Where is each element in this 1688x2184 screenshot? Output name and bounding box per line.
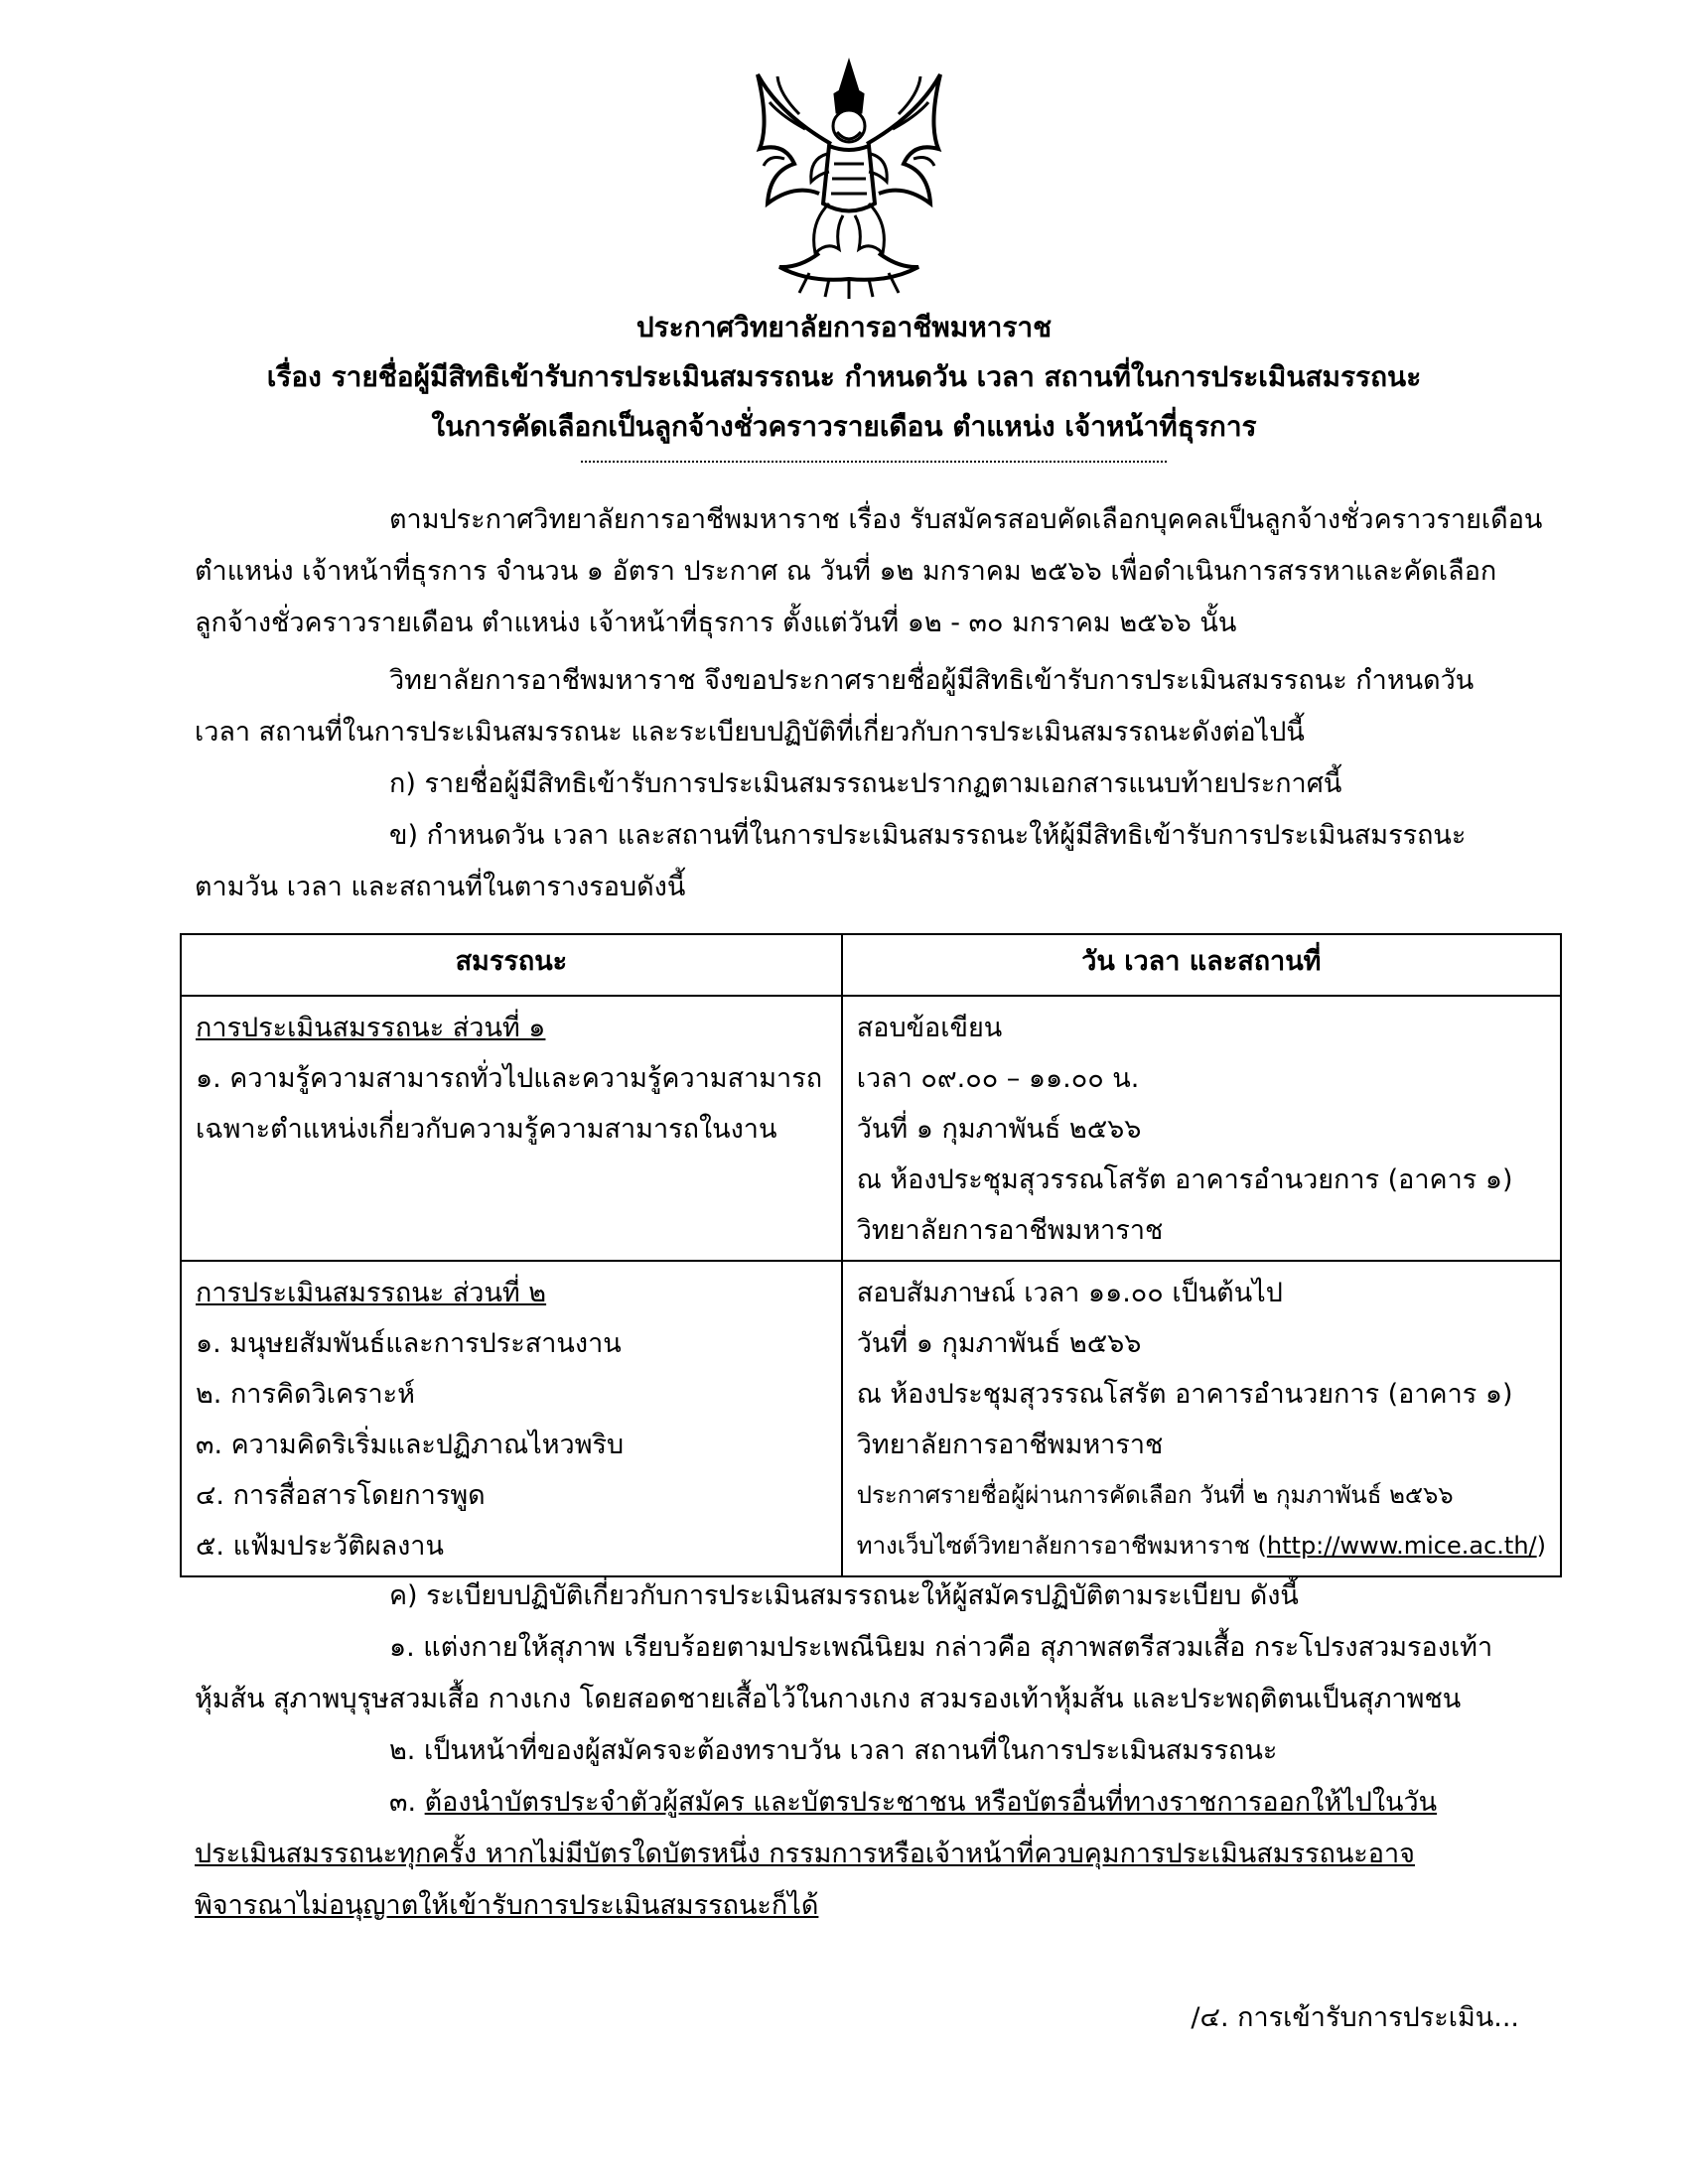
- part1-item: ๑. ความรู้ความสามารถทั่วไปและความรู้ความสามารถ: [196, 1063, 823, 1094]
- website-line: [857, 1521, 1546, 1571]
- continuation-note: /๔. การเข้ารับการประเมิน...: [1191, 2002, 1519, 2033]
- rule-1-cont: หุ้มส้น สุภาพบุรุษสวมเสื้อ กางเกง โดยสอดชายเสื้อไว้ในกางเกง สวมรองเท้าหุ้มส้น และประพฤติตนเป็นสุภาพชน: [195, 1684, 1462, 1714]
- schedule-line: ประกาศรายชื่อผู้ผ่านการคัดเลือก วันที่ ๒ กุมภาพันธ์ ๒๕๖๖: [856, 1481, 1454, 1509]
- website-link[interactable]: http://www.mice.ac.th/: [1266, 1532, 1537, 1560]
- part2-item: ๒. การคิดวิเคราะห์: [196, 1379, 415, 1410]
- garuda-emblem: [740, 55, 958, 303]
- schedule-line: วันที่ ๑ กุมภาพันธ์ ๒๕๖๖: [856, 1328, 1142, 1359]
- schedule-part1: [842, 996, 1561, 1261]
- item-kho: ข) กำหนดวัน เวลา และสถานที่ในการประเมินสมรรถนะให้ผู้มีสิทธิเข้ารับการประเมินสมรรถนะ: [389, 820, 1467, 851]
- col-header-schedule: วัน เวลา และสถานที่: [842, 934, 1561, 996]
- schedule-table: [180, 933, 1562, 1577]
- part1-item-cont: เฉพาะตำแหน่งเกี่ยวกับความรู้ความสามารถในงาน: [196, 1114, 777, 1145]
- rules-section: [195, 1570, 1525, 1932]
- part1-title: การประเมินสมรรถนะ ส่วนที่ ๑: [196, 1013, 546, 1043]
- schedule-line: ณ ห้องประชุมสุวรรณโสรัต อาคารอำนวยการ (อาคาร ๑): [856, 1379, 1513, 1410]
- schedule-line: ณ ห้องประชุมสุวรรณโสรัต อาคารอำนวยการ (อาคาร ๑): [856, 1164, 1513, 1195]
- competency-part1: [181, 996, 842, 1261]
- intro-line: ตำแหน่ง เจ้าหน้าที่ธุรการ จำนวน ๑ อัตรา ประกาศ ณ วันที่ ๑๒ มกราคม ๒๕๖๖ เพื่อดำเนินการสรรหาและคัดเลือก: [195, 556, 1497, 587]
- intro-line: ลูกจ้างชั่วคราวรายเดือน ตำแหน่ง เจ้าหน้าที่ธุรการ ตั้งแต่วันที่ ๑๒ - ๓๐ มกราคม ๒๕๖๖ นั้น: [195, 608, 1237, 638]
- schedule-line: สอบข้อเขียน: [856, 1013, 1003, 1043]
- rule-1: ๑. แต่งกายให้สุภาพ เรียบร้อยตามประเพณีนิยม กล่าวคือ สุภาพสตรีสวมเสื้อ กระโปรงสวมรองเท้า: [389, 1632, 1493, 1663]
- rule-3-number: ๓.: [389, 1787, 417, 1818]
- table-row: [181, 996, 1561, 1261]
- website-prefix: ทางเว็บไซต์วิทยาลัยการอาชีพมหาราช (: [856, 1532, 1267, 1560]
- dotted-separator: [581, 461, 1167, 463]
- website-suffix: ): [1536, 1532, 1546, 1560]
- schedule-line: วิทยาลัยการอาชีพมหาราช: [856, 1215, 1164, 1246]
- schedule-line: วันที่ ๑ กุมภาพันธ์ ๒๕๖๖: [856, 1114, 1142, 1145]
- announcement-title: ประกาศวิทยาลัยการอาชีพมหาราช: [635, 311, 1053, 343]
- intro-line: ตามประกาศวิทยาลัยการอาชีพมหาราช เรื่อง รับสมัครสอบคัดเลือกบุคคลเป็นลูกจ้างชั่วคราวรายเดือน: [389, 504, 1543, 535]
- item-kho-cont: ตามวัน เวลา และสถานที่ในตารางรอบดังนี้: [195, 872, 686, 902]
- part2-title: การประเมินสมรรถนะ ส่วนที่ ๒: [196, 1278, 547, 1308]
- schedule-line: สอบสัมภาษณ์ เวลา ๑๑.๐๐ เป็นต้นไป: [856, 1278, 1283, 1308]
- rule-3: ต้องนำบัตรประจำตัวผู้สมัคร และบัตรประชาชน หรือบัตรอื่นที่ทางราชการออกให้ไปในวัน: [424, 1787, 1438, 1818]
- schedule-line: เวลา ๐๙.๐๐ – ๑๑.๐๐ น.: [856, 1063, 1140, 1094]
- table-row: [181, 1261, 1561, 1576]
- intro-paragraph: [195, 494, 1543, 649]
- announcement-subject: เรื่อง รายชื่อผู้มีสิทธิเข้ารับการประเมินสมรรถนะ กำหนดวัน เวลา สถานที่ในการประเมินสมรรถนะ: [266, 360, 1422, 393]
- rule-3-cont: ประเมินสมรรถนะทุกครั้ง หากไม่มีบัตรใดบัตรหนึ่ง กรรมการหรือเจ้าหน้าที่ควบคุมการประเมินสมรรถนะอาจ: [195, 1839, 1416, 1869]
- rule-2: ๒. เป็นหน้าที่ของผู้สมัครจะต้องทราบวัน เวลา สถานที่ในการประเมินสมรรถนะ: [389, 1735, 1278, 1766]
- item-kho-khwai: ค) ระเบียบปฏิบัติเกี่ยวกับการประเมินสมรรถนะให้ผู้สมัครปฏิบัติตามระเบียบ ดังนี้: [389, 1580, 1299, 1611]
- announce-line: วิทยาลัยการอาชีพมหาราช จึงขอประกาศรายชื่อผู้มีสิทธิเข้ารับการประเมินสมรรถนะ กำหนดวัน: [389, 665, 1475, 696]
- item-ka: ก) รายชื่อผู้มีสิทธิเข้ารับการประเมินสมรรถนะปรากฏตามเอกสารแนบท้ายประกาศนี้: [389, 768, 1342, 799]
- announce-paragraph: [195, 655, 1525, 913]
- schedule-line: วิทยาลัยการอาชีพมหาราช: [856, 1430, 1164, 1460]
- table-header-row: [181, 934, 1561, 996]
- part2-item: ๑. มนุษยสัมพันธ์และการประสานงาน: [196, 1328, 622, 1359]
- part2-item: ๔. การสื่อสารโดยการพูด: [196, 1480, 486, 1511]
- announcement-subject-line2: ในการคัดเลือกเป็นลูกจ้างชั่วคราวรายเดือน ตำแหน่ง เจ้าหน้าที่ธุรการ: [431, 410, 1257, 443]
- part2-item: ๓. ความคิดริเริ่มและปฏิภาณไหวพริบ: [196, 1430, 625, 1460]
- part2-item: ๕. แฟ้มประวัติผลงาน: [196, 1531, 444, 1562]
- competency-part2: [181, 1261, 842, 1576]
- rule-3-cont: พิจารณาไม่อนุญาตให้เข้ารับการประเมินสมรรถนะก็ได้: [195, 1890, 819, 1921]
- col-header-competency: สมรรถนะ: [181, 934, 842, 996]
- schedule-part2: [842, 1261, 1561, 1576]
- announce-line: เวลา สถานที่ในการประเมินสมรรถนะ และระเบียบปฏิบัติที่เกี่ยวกับการประเมินสมรรถนะดังต่อไปนี้: [195, 717, 1305, 748]
